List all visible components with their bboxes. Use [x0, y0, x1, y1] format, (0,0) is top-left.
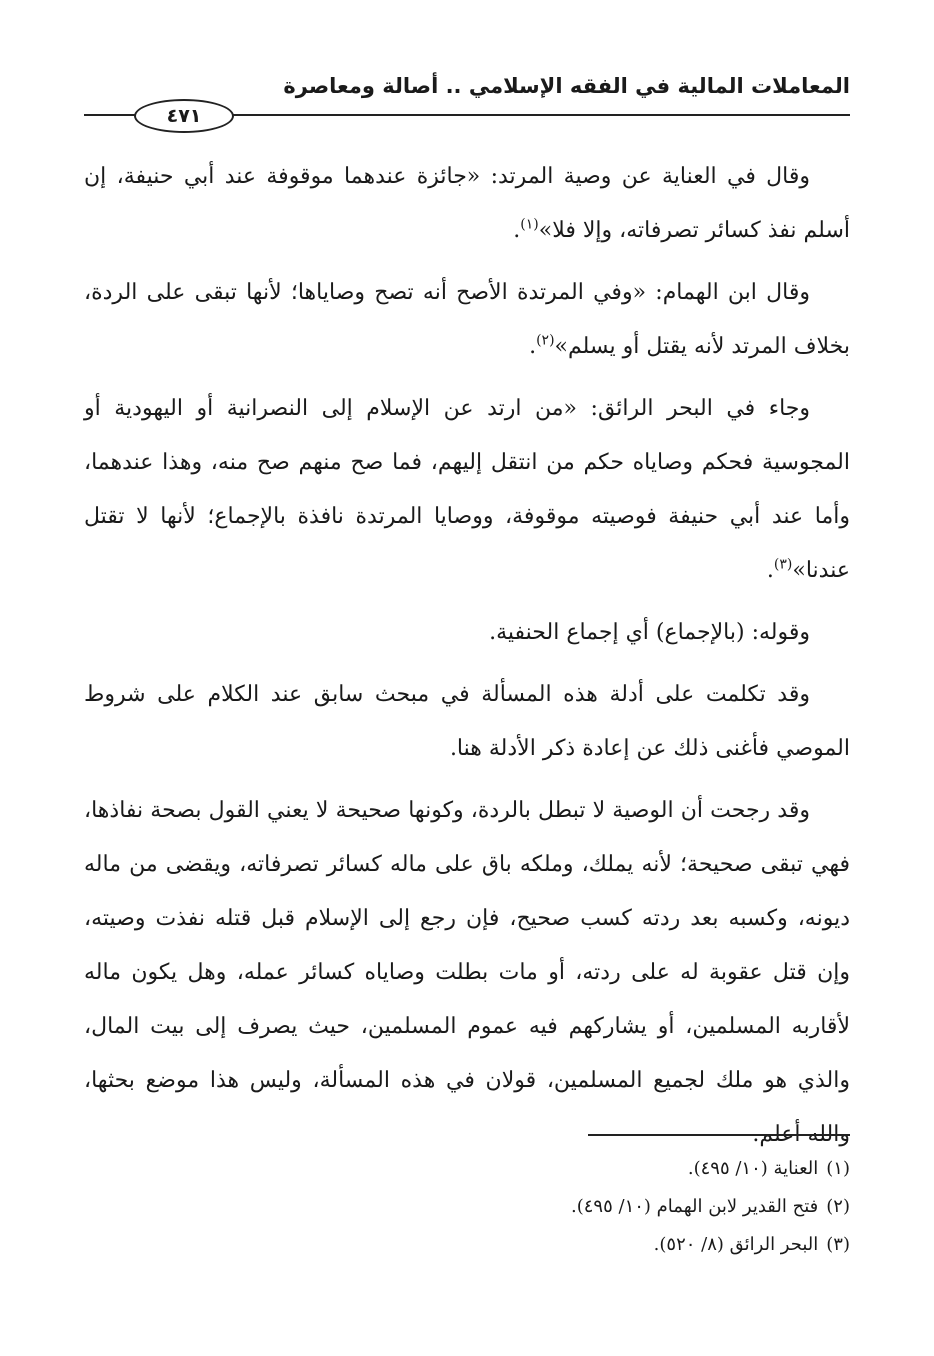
paragraph [84, 606, 850, 660]
paragraph-text: وجاء في البحر الرائق: «من ارتد عن الإسلام إلى النصرانية أو اليهودية أو المجوسية فحكم وصاياه حكم من انتقل إليهم، فما صح منهم صح منه، وهذا عندهما، وأما عند أبي حنيفة فوصيته موقوفة، ووصايا المرتدة نافذة بالإجماع؛ لأنها لا تقتل عندنا» [84, 396, 850, 583]
paragraph-text: وقال في العناية عن وصية المرتد: «جائزة عندهما موقوفة عند أبي حنيفة، إن أسلم نفذ كسائر تصرفاته، وإلا فلا» [84, 164, 850, 243]
paragraph-text: وقد رجحت أن الوصية لا تبطل بالردة، وكونها صحيحة لا يعني القول بصحة نفاذها، فهي تبقى صحيحة؛ لأنه يملك، وملكه باق على ماله كسائر تصرفاته، ويقضى من ماله ديونه، وكسبه بعد ردته كسب صحيح، فإن رجع إلى الإسلام قبل قتله نفذت وصيته، وإن قتل عقوبة له على ردته، أو مات بطلت وصاياه كسائر عمله، وهل يكون ماله لأقاربه المسلمين، أو يشاركهم فيه عموم المسلمين، حيث يصرف إلى بيت المال، والذي هو ملك لجميع المسلمين، قولان في هذه المسألة، وليس هذا موضع بحثها، والله أعلم. [84, 798, 850, 1147]
footnote-number: (٣) [826, 1234, 850, 1255]
footnote [84, 1226, 850, 1264]
footnote-number: (٢) [826, 1196, 850, 1217]
footnote-text: البحر الرائق (٨/ ٥٢٠). [653, 1234, 819, 1255]
footnote-number: (١) [826, 1158, 850, 1179]
paragraph-text: وقد تكلمت على أدلة هذه المسألة في مبحث سابق عند الكلام على شروط الموصي فأغنى ذلك عن إعادة ذكر الأدلة هنا. [84, 682, 850, 761]
footnote [84, 1150, 850, 1188]
footnote-ref: (١) [520, 216, 539, 233]
paragraph-end: . [529, 334, 537, 359]
footnote-text: فتح القدير لابن الهمام (١٠/ ٤٩٥). [571, 1196, 819, 1217]
paragraph-text: وقال ابن الهمام: «وفي المرتدة الأصح أنه تصح وصاياها؛ لأنها تبقى على الردة، بخلاف المرتد لأنه يقتل أو يسلم» [84, 280, 850, 359]
paragraph [84, 150, 850, 258]
paragraph-end: . [766, 558, 774, 583]
footnote-ref: (٢) [536, 332, 555, 349]
paragraph [84, 266, 850, 374]
footnote [84, 1188, 850, 1226]
paragraph [84, 784, 850, 1162]
paragraph-end: . [513, 218, 521, 243]
paragraph-text: وقوله: (بالإجماع) أي إجماع الحنفية. [489, 620, 810, 645]
footnote-text: العناية (١٠/ ٤٩٥). [687, 1158, 819, 1179]
footnote-ref: (٣) [773, 556, 793, 573]
footnote-separator [588, 1134, 850, 1136]
paragraph [84, 668, 850, 776]
page-number: ٤٧١ [134, 99, 234, 133]
running-header [84, 74, 850, 127]
body-text [84, 150, 850, 1170]
paragraph [84, 382, 850, 598]
header-title: المعاملات المالية في الفقه الإسلامي .. أصالة ومعاصرة [283, 74, 850, 98]
footnotes [84, 1150, 850, 1264]
